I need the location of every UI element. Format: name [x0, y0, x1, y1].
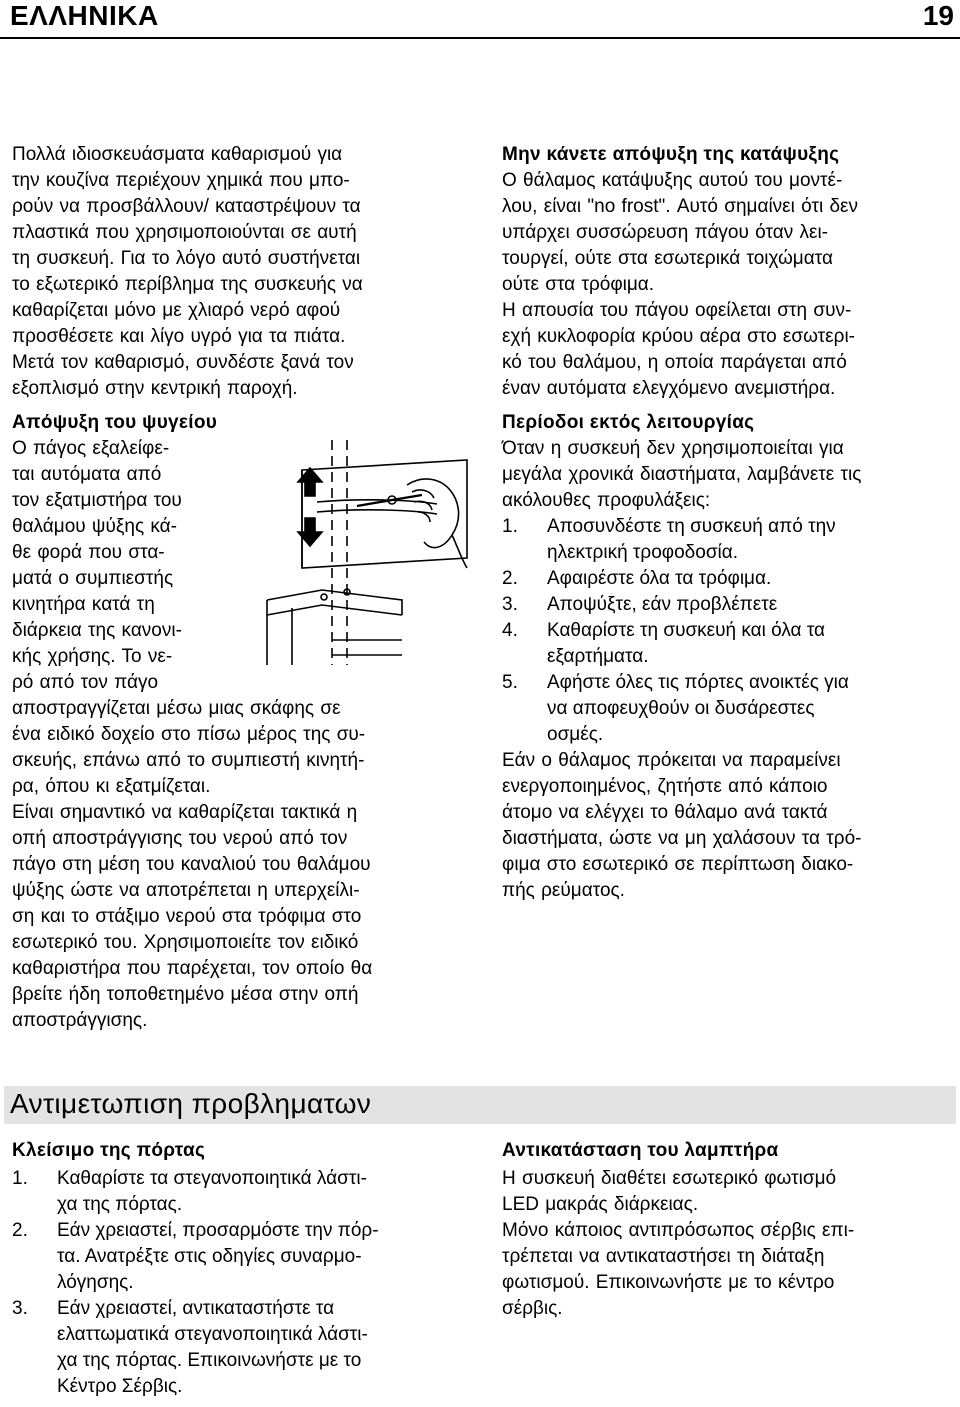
list-text: Κέντρο Σέρβις.: [57, 1376, 183, 1397]
text-line: προσθέσετε και λίγο υγρό για τα πιάτα.: [12, 326, 346, 347]
text-line: ρό από τον πάγο: [12, 672, 159, 693]
list-text: Καθαρίστε τη συσκευή και όλα τα: [547, 620, 826, 641]
text-line: σέρβις.: [502, 1298, 563, 1319]
list-text: εξαρτήματα.: [547, 646, 649, 667]
list-item: [12, 1296, 472, 1400]
list-text: Αφήστε όλες τις πόρτες ανοικτές για: [547, 672, 849, 693]
text-line: ματά ο συμπιεστής: [12, 568, 174, 589]
text-line: φιμα στο εσωτερικό σε περίπτωση διακο-: [502, 854, 854, 875]
text-line: υπάρχει συσσώρευση πάγου όταν λει-: [502, 222, 828, 243]
text-line: σκευής, επάνω από το συμπιεστή κινητή-: [12, 750, 365, 771]
list-text: Αφαιρέστε όλα τα τρόφιμα.: [547, 568, 772, 589]
text-line: διαστήματα, ώστε να μη χαλάσουν τα τρό-: [502, 828, 862, 849]
text-line: κό του θαλάμου, η οποία παράγεται από: [502, 352, 847, 373]
list-number: 2.: [502, 568, 518, 589]
text-line: θαλάμου ψύξης κά-: [12, 516, 177, 537]
list-text: Αποσυνδέστε τη συσκευή από την: [547, 516, 836, 537]
text-line: ένα ειδικό δοχείο στο πίσω μέρος της συ-: [12, 724, 366, 745]
list-text: Καθαρίστε τα στεγανοποιητικά λάστι-: [57, 1168, 367, 1189]
list-number: 5.: [502, 672, 518, 693]
freezer-paragraph: [502, 168, 957, 402]
text-line: αποστραγγίζεται μέσω μιας σκάφης σε: [12, 698, 341, 719]
text-line: τρέπεται να αντικαταστήσει τη διάταξη: [502, 1246, 825, 1267]
text-line: ακόλουθες προφυλάξεις:: [502, 490, 711, 511]
text-line: τον εξατμιστήρα του: [12, 490, 182, 511]
list-item: [502, 566, 957, 592]
list-item: [502, 618, 957, 670]
text-line: πλαστικά που χρησιμοποιούνται σε αυτή: [12, 222, 357, 243]
defrost-paragraph: [12, 436, 472, 1034]
text-line: ση και το στάξιμο νερού στα τρόφιμα στο: [12, 906, 362, 927]
defrost-heading: Απόψυξη του ψυγείου: [12, 412, 218, 433]
list-item: [502, 592, 957, 618]
text-line: καθαριστήρα που παρέχεται, τον οποίο θα: [12, 958, 373, 979]
cleaning-paragraph: [12, 142, 472, 402]
text-line: άτομο να ελέγχει το θάλαμο ανά τακτά: [502, 802, 828, 823]
text-line: Πολλά ιδιοσκευάσματα καθαρισμού για: [12, 144, 343, 165]
text-line: κής χρήσης. Το νε-: [12, 646, 173, 667]
list-item: [502, 670, 957, 748]
idle-intro: [502, 436, 957, 514]
text-line: καθαρίζεται μόνο με χλιαρό νερό αφού: [12, 300, 341, 321]
text-line: ρούν να προσβάλλουν/ καταστρέψουν τα: [12, 196, 361, 217]
list-text: ελαττωματικά στεγανοποιητικά λάστι-: [57, 1324, 368, 1345]
list-text: να αποφευχθούν οι δυσάρεστες: [547, 698, 815, 719]
text-line: φωτισμού. Επικοινωνήστε με το κέντρο: [502, 1272, 835, 1293]
text-line: έναν αυτόματα ελεγχόμενο ανεμιστήρα.: [502, 378, 836, 399]
idle-heading: Περίοδοι εκτός λειτουργίας: [502, 412, 755, 433]
door-section: [12, 1138, 472, 1400]
text-line: ρα, όπου κι εξατμίζεται.: [12, 776, 211, 797]
lamp-section: [502, 1138, 957, 1322]
text-line: LED μακράς διάρκειας.: [502, 1194, 699, 1215]
lamp-paragraph: [502, 1166, 957, 1322]
defrost-cleaning-illustration: [262, 440, 472, 670]
list-number: 2.: [12, 1220, 28, 1241]
door-steps-list: [12, 1166, 472, 1400]
text-line: θε φορά που στα-: [12, 542, 165, 563]
text-line: λου, είναι "no frost". Αυτό σημαίνει ότι δεν: [502, 196, 858, 217]
list-item: [12, 1218, 472, 1296]
text-line: οπή αποστράγγισης του νερού από τον: [12, 828, 348, 849]
list-number: 3.: [12, 1298, 28, 1319]
text-line: Η συσκευή διαθέτει εσωτερικό φωτισμό: [502, 1168, 837, 1189]
text-line: πής ρεύματος.: [502, 880, 625, 901]
text-line: βρείτε ήδη τοποθετημένο μέσα στην οπή: [12, 984, 359, 1005]
text-line: πάγο στη μέση του καναλιού του θαλάμου: [12, 854, 371, 875]
page-number: 19: [922, 0, 954, 31]
text-line: Μετά τον καθαρισμό, συνδέστε ξανά τον: [12, 352, 354, 373]
list-item: [12, 1166, 472, 1218]
text-line: Η απουσία του πάγου οφείλεται στη συν-: [502, 300, 852, 321]
text-line: κινητήρα κατά τη: [12, 594, 155, 615]
list-number: 1.: [12, 1168, 28, 1189]
text-line: ενεργοποιημένος, ζητήστε από κάποιο: [502, 776, 828, 797]
left-column: [12, 142, 472, 1034]
list-text: ηλεκτρική τροφοδοσία.: [547, 542, 739, 563]
text-line: την κουζίνα περιέχουν χημικά που μπο-: [12, 170, 350, 191]
text-line: εχή κυκλοφορία κρύου αέρα στο εσωτερι-: [502, 326, 856, 347]
list-text: χα της πόρτας. Επικοινωνήστε με το: [57, 1350, 362, 1371]
text-line: μεγάλα χρονικά διαστήματα, λαμβάνετε τις: [502, 464, 862, 485]
troubleshooting-title: Αντιμετωπιση προβληματων: [10, 1088, 372, 1119]
list-number: 4.: [502, 620, 518, 641]
text-line: ψύξης ώστε να αποτρέπεται η υπερχείλι-: [12, 880, 360, 901]
list-text: οσμές.: [547, 724, 604, 745]
list-number: 1.: [502, 516, 518, 537]
list-text: Αποψύξτε, εάν προβλέπετε: [547, 594, 778, 615]
lamp-heading: Αντικατάσταση του λαμπτήρα: [502, 1140, 779, 1161]
text-line: Μόνο κάποιος αντιπρόσωπος σέρβις επι-: [502, 1220, 855, 1241]
list-text: χα της πόρτας.: [57, 1194, 183, 1215]
text-line: εσωτερικό του. Χρησιμοποιείτε τον ειδικό: [12, 932, 359, 953]
list-number: 3.: [502, 594, 518, 615]
idle-steps-list: [502, 514, 957, 748]
text-line: τουργεί, ούτε στα εσωτερικά τοιχώματα: [502, 248, 833, 269]
text-line: ούτε στα τρόφιμα.: [502, 274, 655, 295]
language-label: ΕΛΛΗΝΙΚΑ: [10, 0, 159, 31]
text-line: Εάν ο θάλαμος πρόκειται να παραμείνει: [502, 750, 841, 771]
list-text: Εάν χρειαστεί, αντικαταστήστε τα: [57, 1298, 335, 1319]
door-heading: Κλείσιμο της πόρτας: [12, 1140, 206, 1161]
text-line: ται αυτόματα από: [12, 464, 162, 485]
text-line: Είναι σημαντικό να καθαρίζεται τακτικά η: [12, 802, 358, 823]
text-line: Ο θάλαμος κατάψυξης αυτού του μοντέ-: [502, 170, 843, 191]
text-line: Όταν η συσκευή δεν χρησιμοποιείται για: [502, 438, 844, 459]
list-item: [502, 514, 957, 566]
text-line: αποστράγγισης.: [12, 1010, 148, 1031]
list-text: τα. Ανατρέξτε στις οδηγίες συναρμο-: [57, 1246, 362, 1267]
right-column: [502, 142, 957, 904]
text-line: τη συσκευή. Για το λόγο αυτό συστήνεται: [12, 248, 361, 269]
list-text: Εάν χρειαστεί, προσαρμόστε την πόρ-: [57, 1220, 379, 1241]
freezer-heading: Μην κάνετε απόψυξη της κατάψυξης: [502, 144, 840, 165]
list-text: λόγησης.: [57, 1272, 134, 1293]
page-header: [0, 0, 960, 39]
text-line: Ο πάγος εξαλείφε-: [12, 438, 170, 459]
text-line: διάρκεια της κανονι-: [12, 620, 182, 641]
text-line: εξοπλισμό στην κεντρική παροχή.: [12, 378, 298, 399]
text-line: το εξωτερικό περίβλημα της συσκευής να: [12, 274, 363, 295]
idle-outro: [502, 748, 957, 904]
